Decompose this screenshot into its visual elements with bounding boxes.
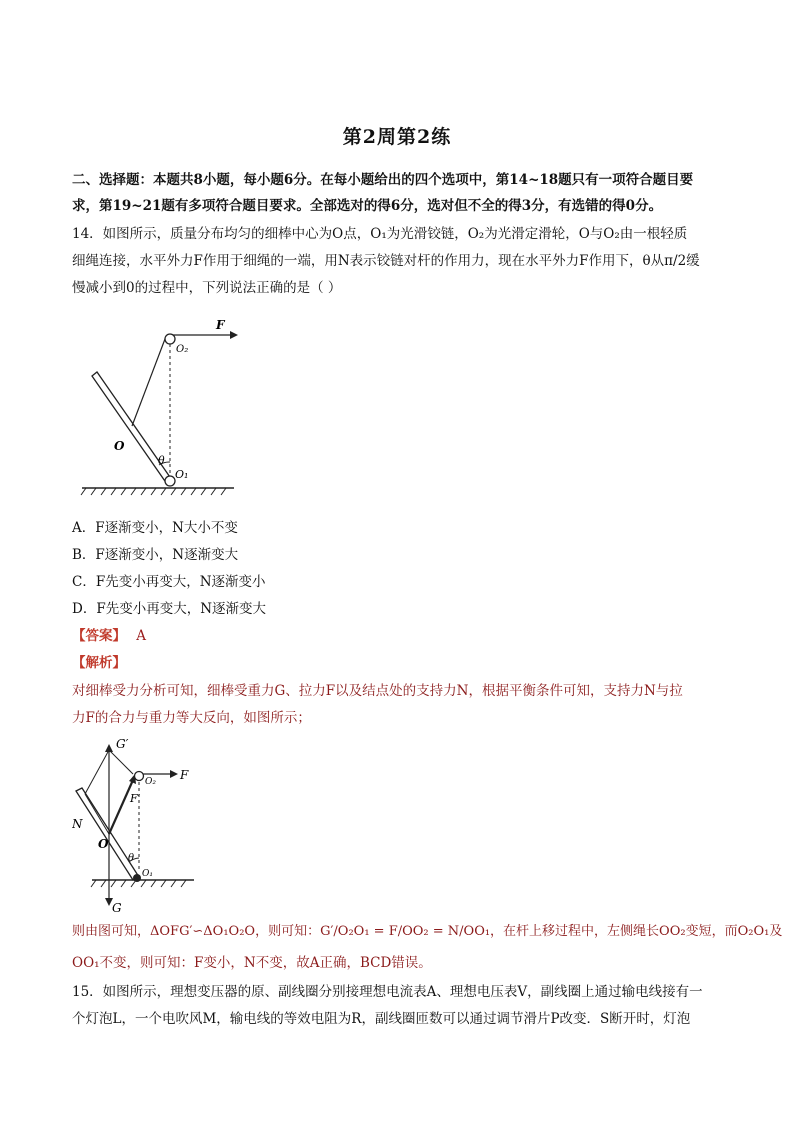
q14-option-d: D．F先变小再变大，N逐渐变大 <box>72 601 267 617</box>
q14-stem-line-2: 细绳连接，水平外力F作用于细绳的一端，用N表示铰链对杆的作用力，现在水平外力F作用下，θ从π/2缓 <box>72 253 700 269</box>
q14-option-c: C．F先变小再变大，N逐渐变小 <box>72 574 266 590</box>
q14-stem-line-3: 慢减小到0的过程中，下列说法正确的是（ ） <box>72 280 342 296</box>
fig1-label-O1: O₁ <box>175 468 189 481</box>
fig1-label-O: O <box>114 439 125 453</box>
section-header-line-1: 二、选择题：本题共8小题，每小题6分。在每小题给出的四个选项中，第14~18题只有一项符合题目要 <box>72 172 694 188</box>
q14-option-b: B．F逐渐变小，N逐渐变大 <box>72 547 239 563</box>
q14-stem-line-1: 14．如图所示，质量分布均匀的细棒中心为O点，O₁为光滑铰链，O₂为光滑定滑轮，O与O₂由一根轻质 <box>72 226 688 242</box>
fig2-label-G: G <box>112 901 122 914</box>
analysis-heading <box>72 653 126 673</box>
answer-tag: 【答案】 <box>72 628 126 644</box>
fig2-label-G-prime: G′ <box>116 737 129 751</box>
fig1-label-theta: θ <box>158 454 165 467</box>
analysis-tag: 【解析】 <box>72 655 126 671</box>
fig2-label-F: F <box>180 768 189 782</box>
analysis-line-2: 力F的合力与重力等大反向，如图所示； <box>72 710 311 726</box>
fig2-label-O2: O₂ <box>145 777 156 787</box>
fig2-label-theta: θ <box>128 853 135 864</box>
q15-stem-line-1: 15．如图所示，理想变压器的原、副线圈分别接理想电流表A、理想电压表V，副线圈上通过输电线接有一 <box>72 984 703 1000</box>
fig1-label-F: F <box>216 318 225 332</box>
fig2-label-N: N <box>72 817 83 831</box>
conclusion-line-1: 则由图可知，ΔOFG′∽ΔO₁O₂O，则可知：G′/O₂O₁ = F/OO₂ = N/OO₁，在杆上移过程中，左侧绳长OO₂变短，而O₂O₁及 <box>72 924 783 939</box>
q14-option-a: A．F逐渐变小，N大小不变 <box>72 520 238 536</box>
page-title: 第2周第2练 <box>342 126 452 148</box>
fig2-label-F-prime: F′ <box>130 792 141 805</box>
q15-stem-line-2: 个灯泡L，一个电吹风M，输电线的等效电阻为R，副线圈匝数可以通过调节滑片P改变．S断开时，灯泡 <box>72 1011 691 1027</box>
q14-figure <box>72 312 242 497</box>
analysis-line-1: 对细棒受力分析可知，细棒受重力G、拉力F以及结点处的支持力N，根据平衡条件可知，支持力N与拉 <box>72 683 683 699</box>
fig2-label-O: O <box>98 837 109 851</box>
conclusion-line-2: OO₁不变，则可知：F变小，N不变，故A正确，BCD错误。 <box>72 955 432 971</box>
fig2-label-O1: O₁ <box>142 869 153 879</box>
q14-answer <box>72 626 146 646</box>
q14-force-figure <box>72 736 207 914</box>
fig1-label-O2: O₂ <box>176 344 189 355</box>
section-header-line-2: 求，第19~21题有多项符合题目要求。全部选对的得6分，选对但不全的得3分，有选错的得0分。 <box>72 198 663 214</box>
answer-value: A <box>136 628 147 644</box>
